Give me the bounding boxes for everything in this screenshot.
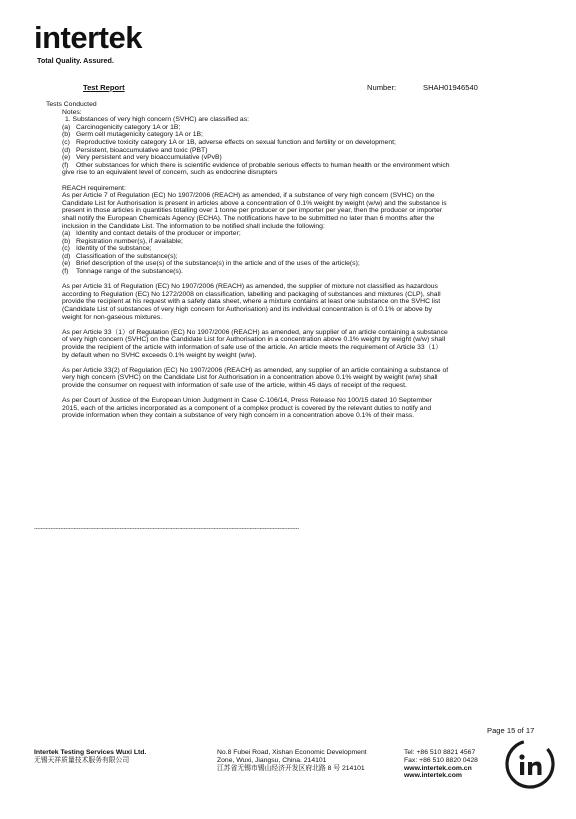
- list-item-label: (e): [62, 154, 71, 162]
- article-33-1-paragraph: [62, 329, 546, 359]
- section-title: Tests Conducted: [46, 101, 97, 108]
- svhc-list-item: [62, 131, 546, 139]
- website-cn[interactable]: www.intertek.com.cn: [404, 764, 472, 772]
- list-item-label: (e): [62, 260, 71, 268]
- page-number: Page 15 of 17: [487, 726, 535, 735]
- list-item-text: Very persistent and very bioaccumulative (vPvB): [76, 154, 222, 162]
- article-31-line: weight for non-gaseous mixtures.: [62, 313, 163, 321]
- article-33-2-line: As per Article 33(2) of Regulation (EC) No 1907/2006 (REACH) as amended, any supplier of an article containing a substance of: [62, 366, 449, 374]
- fax: Fax: +86 510 8820 0428: [404, 756, 478, 764]
- reach-line: Candidate List for Authorisation is present in articles above a concentration of 0.1% weight by weight (w/w) and the substance is: [62, 199, 447, 207]
- list-item-text: Identity and contact details of the producer or importer;: [76, 230, 241, 238]
- court-judgment-line: 2015, each of the articles incorporated as a component of a complex product is covered by the relevant duties to notify and: [62, 404, 432, 412]
- reach-line: inclusion in the Candidate List. The information to be notified shall include the following:: [62, 222, 325, 230]
- list-item-text: Classification of the substance(s);: [76, 252, 178, 260]
- list-item-label: (f): [62, 268, 69, 276]
- reach-title: REACH requirement:: [62, 184, 126, 192]
- svhc-intro: 1. Substances of very high concern (SVHC) are classified as:: [65, 116, 249, 124]
- address-line-2: Zone, Wuxi, Jiangsu, China. 214101: [217, 756, 327, 764]
- reach-list-item: [62, 260, 546, 268]
- svhc-list-item: [62, 139, 546, 147]
- svhc-list-item: [62, 124, 546, 132]
- reach-list-item: [62, 238, 546, 246]
- list-item-text: Carcinogenicity category 1A or 1B;: [76, 123, 181, 131]
- company-name-cn: 无锡天祥质量技术服务有限公司: [34, 756, 130, 764]
- reach-line: present in those articles in quantities totalling over 1 tonne per producer or per importer per year, then the producer or importer: [62, 207, 443, 215]
- list-item-label: (b): [62, 131, 71, 139]
- telephone: Tel: +86 510 8821 4567: [404, 749, 476, 756]
- reach-list-item: [62, 253, 546, 261]
- article-31-paragraph: [62, 283, 546, 321]
- article-31-line: (Candidate List of substances of very high concern for Authorisation) and its individual concentration is of 0.1% or above by: [62, 306, 432, 314]
- list-item-text: Reproductive toxicity category 1A or 1B, adverse effects on sexual function and fertility or on development;: [76, 138, 396, 146]
- court-judgment-line: As per Court of Justice of the European Union Judgment in Case C-106/14, Press Release No 100/15 dated 10 September: [62, 397, 432, 405]
- report-title: Test Report: [83, 83, 125, 92]
- list-item-label: (d): [62, 146, 71, 154]
- list-item-label: (a): [62, 230, 71, 238]
- list-item-text: Brief description of the use(s) of the substance(s) in the article and of the uses of the article(s);: [76, 260, 360, 268]
- reach-list-item: [62, 230, 546, 238]
- list-item-label: (b): [62, 237, 71, 245]
- article-31-line: according to Regulation (EC) No 1272/2008 on classification, labelling and packaging of substances and mixtures (CLP), shall: [62, 290, 441, 298]
- footer-address: [217, 749, 367, 772]
- report-body: [46, 101, 546, 420]
- address-line-1: No.8 Fubei Road, Xishan Economic Development: [217, 749, 367, 756]
- svhc-list-item: [62, 154, 546, 162]
- article-33-1-line: of very high concern (SVHC) on the Candidate List for Authorisation in a concentration above 0.1% weight by weight (w/w) shall: [62, 336, 446, 344]
- notes-label: Notes:: [62, 108, 82, 116]
- company-name-en: Intertek Testing Services Wuxi Ltd.: [34, 749, 147, 756]
- list-item-text: Tonnage range of the substance(s).: [76, 268, 183, 276]
- list-item-text: Other substances for which there is scientific evidence of probable serious effects to human health or the environment which: [76, 161, 450, 169]
- reach-line: As per Article 7 of Regulation (EC) No 1907/2006 (REACH) as amended, if a substance of very high concern (SVHC) on the: [62, 192, 435, 200]
- footer-company: [34, 749, 146, 765]
- article-33-1-line: by default when no SVHC exceeds 0.1% weight by weight (w/w).: [62, 351, 257, 359]
- logo-tagline: Total Quality. Assured.: [37, 56, 114, 65]
- website[interactable]: www.intertek.com: [404, 772, 462, 780]
- intertek-logo: intertek: [34, 20, 142, 55]
- footer-contact: [404, 749, 478, 780]
- list-item-label: (f): [62, 161, 69, 169]
- report-number-label: Number:: [367, 83, 397, 92]
- list-item-label: (d): [62, 252, 71, 260]
- article-31-line: As per Article 31 of Regulation (EC) No 1907/2006 (REACH) as amended, the supplier of mixture not classified as hazardous: [62, 283, 438, 291]
- article-33-1-line: As per Article 33（1）of Regulation (EC) No 1907/2006 (REACH) as amended, any supplier of an article containing a substance: [62, 328, 448, 336]
- address-cn: 江苏省无锡市锡山经济开发区府北路 8 号 214101: [217, 764, 365, 772]
- article-33-2-line: provide the consumer on request with information of safe use of the article, within 45 days of receipt of the request.: [62, 381, 407, 389]
- reach-list: [62, 230, 546, 276]
- list-item-label: (c): [62, 138, 70, 146]
- court-judgment-line: provide information when they contain a substance of very high concern in a concentration above 0.1% of their mass.: [62, 412, 415, 420]
- report-number: SHAH01946540: [423, 83, 478, 92]
- intertek-in-badge-icon: [503, 737, 557, 791]
- svhc-list-item: [62, 162, 546, 170]
- list-item-label: (a): [62, 123, 71, 131]
- article-33-1-line: provide the recipient of the article with information of safe use of the article. An article meets the requirement of Article 33（1）: [62, 344, 443, 351]
- svhc-list-item: [62, 147, 546, 155]
- court-judgment-paragraph: [62, 397, 546, 420]
- list-item-text: Persistent, bioaccumulative and toxic (PBT): [76, 146, 208, 154]
- reach-list-item: [62, 268, 546, 276]
- list-item-text: Registration number(s), if available;: [76, 237, 183, 245]
- list-item-text: Germ cell mutagenicity category 1A or 1B;: [76, 131, 203, 139]
- reach-paragraph: [62, 192, 546, 230]
- article-33-2-line: very high concern (SVHC) on the Candidate List for Authorisation in a concentration above 0.1% weight by weight (w/w) shall: [62, 374, 438, 382]
- end-separator: *****************************************************************************************************************************************************************: [34, 528, 299, 533]
- reach-list-item: [62, 245, 546, 253]
- article-31-line: provide the recipient at his request with a safety data sheet, where a mixture contains at least one substance on the SVHC list: [62, 298, 441, 306]
- reach-line: shall notify the European Chemicals Agency (ECHA). The notifications have to be submitted no later than 6 months after the: [62, 214, 435, 222]
- article-33-2-paragraph: [62, 367, 546, 390]
- svhc-tail: give rise to an equivalent level of concern, such as endocrine disrupters: [62, 169, 278, 177]
- list-item-text: Identity of the substance;: [76, 245, 152, 253]
- svhc-list: [62, 124, 546, 170]
- list-item-label: (c): [62, 245, 70, 253]
